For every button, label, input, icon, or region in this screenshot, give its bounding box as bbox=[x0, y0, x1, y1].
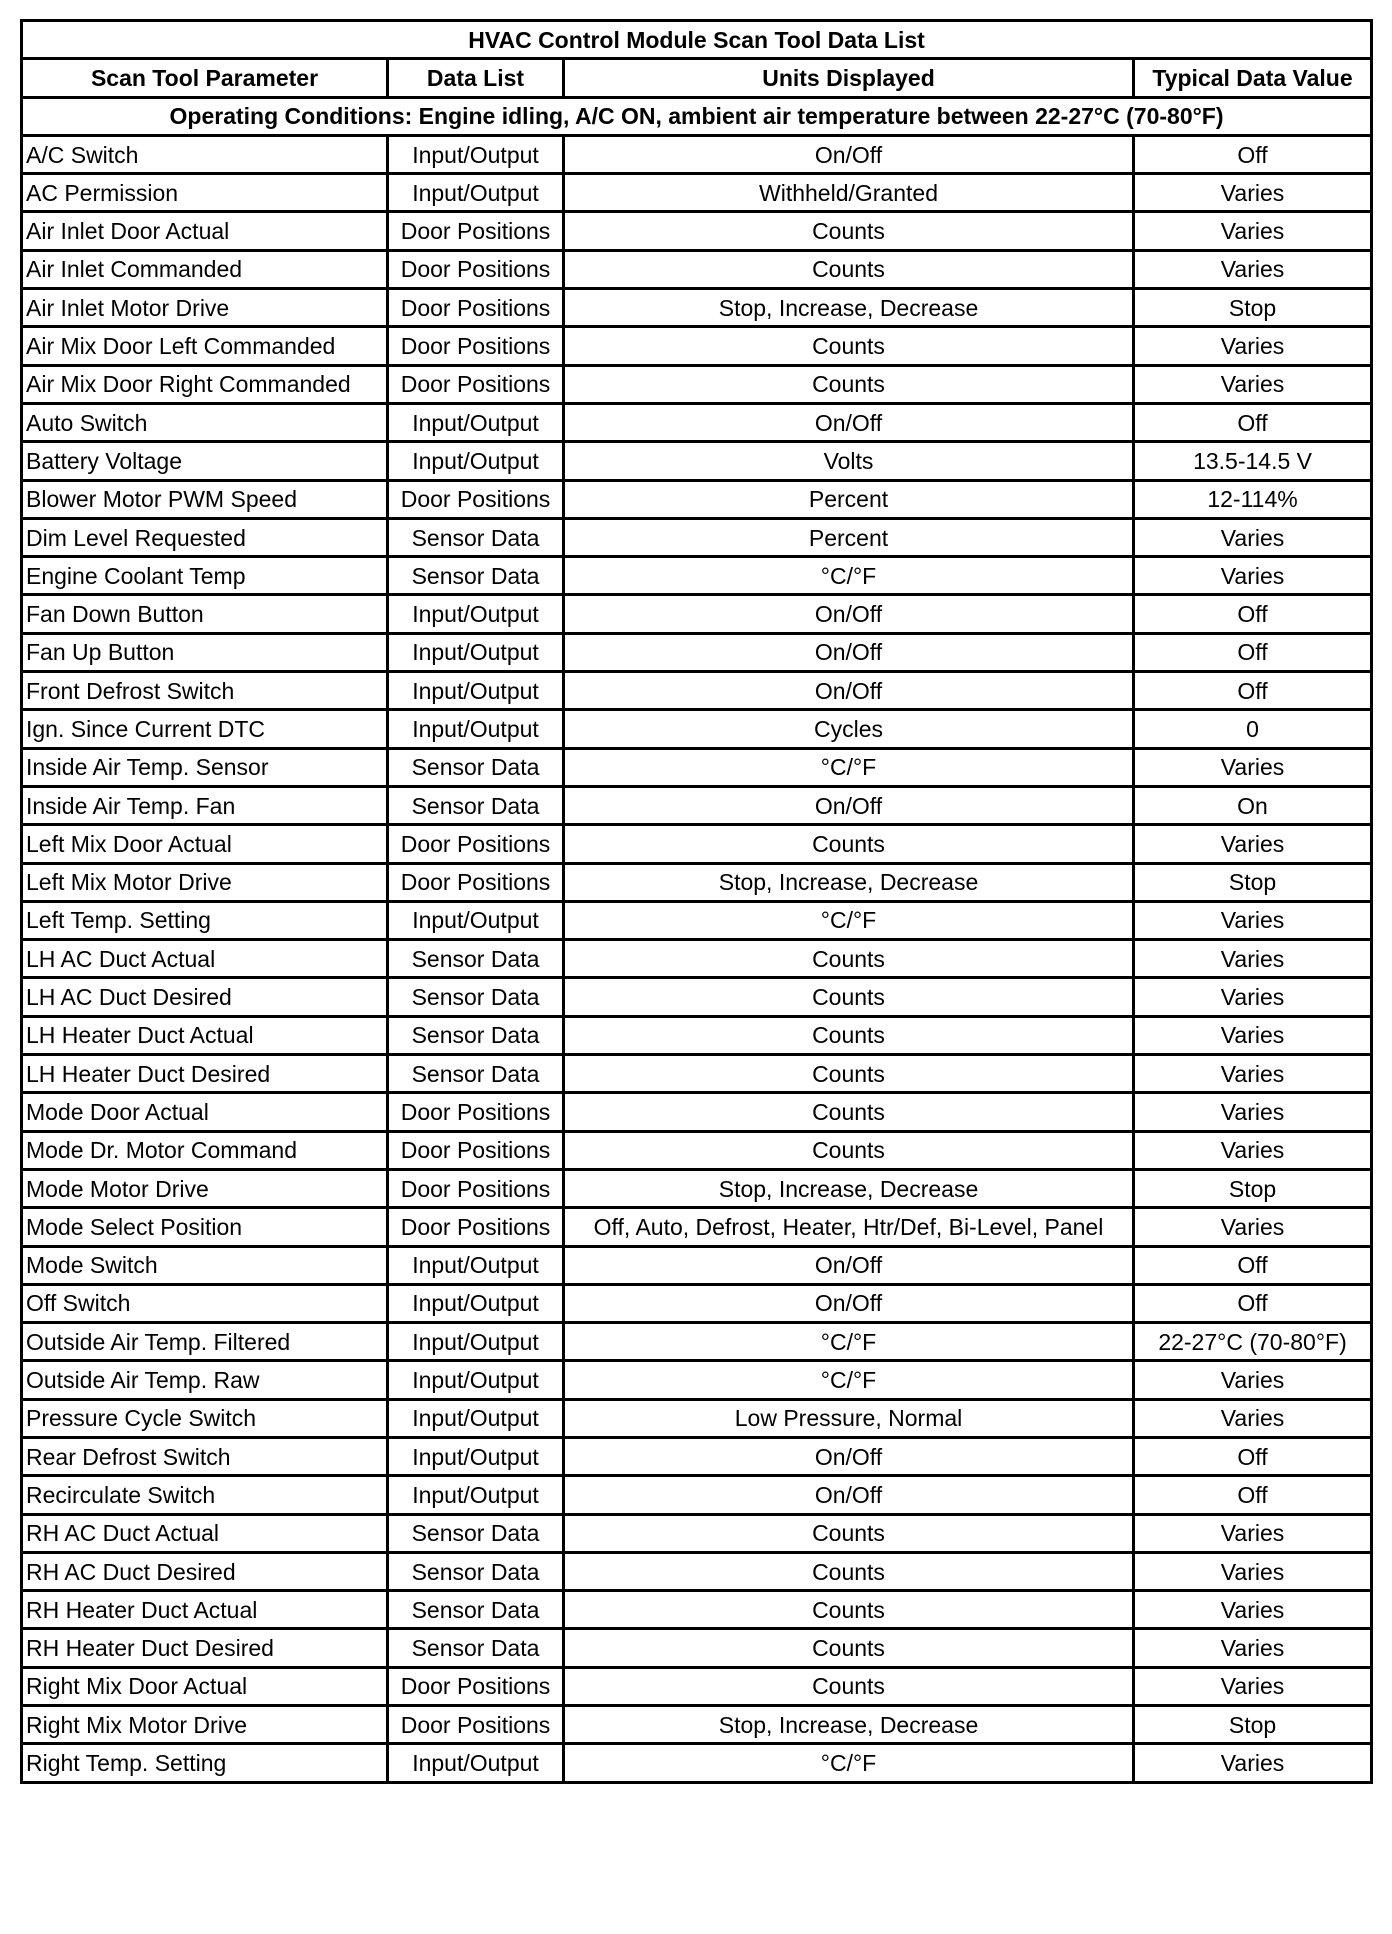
typical-value-cell: Off bbox=[1134, 1246, 1372, 1284]
data-list-cell: Door Positions bbox=[388, 1169, 564, 1207]
typical-value-cell: Varies bbox=[1134, 1514, 1372, 1552]
units-cell: Percent bbox=[564, 518, 1134, 556]
typical-value-cell: Varies bbox=[1134, 978, 1372, 1016]
table-row bbox=[22, 174, 1372, 212]
data-list-cell: Sensor Data bbox=[388, 940, 564, 978]
typical-value-cell: Varies bbox=[1134, 825, 1372, 863]
data-list-cell: Input/Output bbox=[388, 1437, 564, 1475]
data-list-cell: Sensor Data bbox=[388, 1629, 564, 1667]
parameter-cell: Ign. Since Current DTC bbox=[22, 710, 388, 748]
table-row bbox=[22, 1208, 1372, 1246]
data-list-cell: Door Positions bbox=[388, 1208, 564, 1246]
data-list-cell: Sensor Data bbox=[388, 1514, 564, 1552]
data-list-cell: Input/Output bbox=[388, 135, 564, 173]
table-row bbox=[22, 1476, 1372, 1514]
data-list-cell: Input/Output bbox=[388, 1361, 564, 1399]
typical-value-cell: Varies bbox=[1134, 1208, 1372, 1246]
typical-value-cell: Off bbox=[1134, 1476, 1372, 1514]
table-row bbox=[22, 1399, 1372, 1437]
parameter-cell: Battery Voltage bbox=[22, 442, 388, 480]
units-cell: On/Off bbox=[564, 135, 1134, 173]
parameter-cell: RH AC Duct Actual bbox=[22, 1514, 388, 1552]
typical-value-cell: Off bbox=[1134, 403, 1372, 441]
table-row bbox=[22, 863, 1372, 901]
data-list-cell: Sensor Data bbox=[388, 748, 564, 786]
typical-value-cell: Off bbox=[1134, 633, 1372, 671]
parameter-cell: Mode Door Actual bbox=[22, 1093, 388, 1131]
parameter-cell: RH AC Duct Desired bbox=[22, 1552, 388, 1590]
parameter-cell: Air Mix Door Right Commanded bbox=[22, 365, 388, 403]
table-row bbox=[22, 1169, 1372, 1207]
typical-value-cell: Varies bbox=[1134, 901, 1372, 939]
data-list-cell: Sensor Data bbox=[388, 1016, 564, 1054]
parameter-cell: Pressure Cycle Switch bbox=[22, 1399, 388, 1437]
parameter-cell: Blower Motor PWM Speed bbox=[22, 480, 388, 518]
table-body bbox=[22, 135, 1372, 1782]
table-title: HVAC Control Module Scan Tool Data List bbox=[22, 21, 1372, 59]
units-cell: Counts bbox=[564, 1131, 1134, 1169]
units-cell: Low Pressure, Normal bbox=[564, 1399, 1134, 1437]
parameter-cell: LH Heater Duct Actual bbox=[22, 1016, 388, 1054]
typical-value-cell: Varies bbox=[1134, 1591, 1372, 1629]
typical-value-cell: Varies bbox=[1134, 1131, 1372, 1169]
units-cell: On/Off bbox=[564, 1437, 1134, 1475]
table-row bbox=[22, 748, 1372, 786]
data-list-cell: Door Positions bbox=[388, 1093, 564, 1131]
parameter-cell: Right Mix Motor Drive bbox=[22, 1706, 388, 1744]
parameter-cell: Outside Air Temp. Raw bbox=[22, 1361, 388, 1399]
parameter-cell: Air Mix Door Left Commanded bbox=[22, 327, 388, 365]
data-list-cell: Door Positions bbox=[388, 365, 564, 403]
table-row bbox=[22, 518, 1372, 556]
units-cell: Counts bbox=[564, 1093, 1134, 1131]
table-row bbox=[22, 633, 1372, 671]
table-row bbox=[22, 1591, 1372, 1629]
scan-tool-data-table bbox=[20, 19, 1373, 1784]
typical-value-cell: 12-114% bbox=[1134, 480, 1372, 518]
data-list-cell: Sensor Data bbox=[388, 518, 564, 556]
units-cell: Counts bbox=[564, 250, 1134, 288]
parameter-cell: Air Inlet Commanded bbox=[22, 250, 388, 288]
units-cell: On/Off bbox=[564, 1284, 1134, 1322]
table-row bbox=[22, 1055, 1372, 1093]
table-row bbox=[22, 595, 1372, 633]
units-cell: Counts bbox=[564, 940, 1134, 978]
units-cell: On/Off bbox=[564, 403, 1134, 441]
data-list-cell: Door Positions bbox=[388, 1667, 564, 1705]
parameter-cell: Engine Coolant Temp bbox=[22, 557, 388, 595]
data-list-cell: Door Positions bbox=[388, 327, 564, 365]
typical-value-cell: Varies bbox=[1134, 212, 1372, 250]
table-row bbox=[22, 403, 1372, 441]
data-list-cell: Sensor Data bbox=[388, 1552, 564, 1590]
header-scan-tool-parameter: Scan Tool Parameter bbox=[22, 59, 388, 97]
header-row bbox=[22, 59, 1372, 97]
operating-conditions: Operating Conditions: Engine idling, A/C ON, ambient air temperature between 22-27°C (70-80°F) bbox=[22, 97, 1372, 135]
table-row bbox=[22, 1016, 1372, 1054]
parameter-cell: Dim Level Requested bbox=[22, 518, 388, 556]
units-cell: Off, Auto, Defrost, Heater, Htr/Def, Bi-Level, Panel bbox=[564, 1208, 1134, 1246]
table-row bbox=[22, 901, 1372, 939]
data-list-cell: Sensor Data bbox=[388, 557, 564, 595]
parameter-cell: Mode Select Position bbox=[22, 1208, 388, 1246]
header-typical-data-value: Typical Data Value bbox=[1134, 59, 1372, 97]
units-cell: Counts bbox=[564, 1514, 1134, 1552]
parameter-cell: Inside Air Temp. Sensor bbox=[22, 748, 388, 786]
table-row bbox=[22, 327, 1372, 365]
table-row bbox=[22, 672, 1372, 710]
parameter-cell: LH AC Duct Actual bbox=[22, 940, 388, 978]
data-list-cell: Input/Output bbox=[388, 1284, 564, 1322]
units-cell: Counts bbox=[564, 327, 1134, 365]
parameter-cell: Inside Air Temp. Fan bbox=[22, 786, 388, 824]
units-cell: Counts bbox=[564, 1552, 1134, 1590]
data-list-cell: Input/Output bbox=[388, 595, 564, 633]
typical-value-cell: Varies bbox=[1134, 250, 1372, 288]
data-list-cell: Door Positions bbox=[388, 863, 564, 901]
units-cell: Counts bbox=[564, 1667, 1134, 1705]
table-row bbox=[22, 940, 1372, 978]
data-list-cell: Input/Output bbox=[388, 1476, 564, 1514]
table-row bbox=[22, 1514, 1372, 1552]
table-row bbox=[22, 250, 1372, 288]
typical-value-cell: Stop bbox=[1134, 1706, 1372, 1744]
typical-value-cell: Varies bbox=[1134, 365, 1372, 403]
parameter-cell: Outside Air Temp. Filtered bbox=[22, 1323, 388, 1361]
units-cell: °C/°F bbox=[564, 1361, 1134, 1399]
data-list-cell: Door Positions bbox=[388, 289, 564, 327]
data-list-cell: Input/Output bbox=[388, 1744, 564, 1782]
units-cell: °C/°F bbox=[564, 557, 1134, 595]
table-row bbox=[22, 1667, 1372, 1705]
data-list-cell: Input/Output bbox=[388, 901, 564, 939]
data-list-cell: Input/Output bbox=[388, 174, 564, 212]
parameter-cell: Left Temp. Setting bbox=[22, 901, 388, 939]
parameter-cell: A/C Switch bbox=[22, 135, 388, 173]
units-cell: Counts bbox=[564, 1629, 1134, 1667]
parameter-cell: Air Inlet Motor Drive bbox=[22, 289, 388, 327]
data-list-cell: Door Positions bbox=[388, 480, 564, 518]
scan-tool-data-sheet bbox=[20, 19, 1370, 1784]
units-cell: On/Off bbox=[564, 633, 1134, 671]
table-row bbox=[22, 212, 1372, 250]
units-cell: Counts bbox=[564, 1591, 1134, 1629]
table-row bbox=[22, 1093, 1372, 1131]
parameter-cell: Mode Switch bbox=[22, 1246, 388, 1284]
table-row bbox=[22, 825, 1372, 863]
typical-value-cell: Varies bbox=[1134, 940, 1372, 978]
table-row bbox=[22, 480, 1372, 518]
units-cell: Counts bbox=[564, 825, 1134, 863]
typical-value-cell: Varies bbox=[1134, 1016, 1372, 1054]
data-list-cell: Input/Output bbox=[388, 403, 564, 441]
parameter-cell: Recirculate Switch bbox=[22, 1476, 388, 1514]
parameter-cell: Right Mix Door Actual bbox=[22, 1667, 388, 1705]
typical-value-cell: 22-27°C (70-80°F) bbox=[1134, 1323, 1372, 1361]
data-list-cell: Door Positions bbox=[388, 212, 564, 250]
parameter-cell: Front Defrost Switch bbox=[22, 672, 388, 710]
table-row bbox=[22, 1323, 1372, 1361]
data-list-cell: Door Positions bbox=[388, 1131, 564, 1169]
typical-value-cell: Varies bbox=[1134, 1093, 1372, 1131]
parameter-cell: Mode Dr. Motor Command bbox=[22, 1131, 388, 1169]
typical-value-cell: Off bbox=[1134, 595, 1372, 633]
typical-value-cell: Varies bbox=[1134, 327, 1372, 365]
typical-value-cell: Varies bbox=[1134, 1055, 1372, 1093]
table-row bbox=[22, 1361, 1372, 1399]
parameter-cell: Mode Motor Drive bbox=[22, 1169, 388, 1207]
units-cell: On/Off bbox=[564, 1246, 1134, 1284]
typical-value-cell: 13.5-14.5 V bbox=[1134, 442, 1372, 480]
typical-value-cell: Off bbox=[1134, 1437, 1372, 1475]
units-cell: °C/°F bbox=[564, 748, 1134, 786]
typical-value-cell: Varies bbox=[1134, 1552, 1372, 1590]
units-cell: Stop, Increase, Decrease bbox=[564, 1169, 1134, 1207]
parameter-cell: Rear Defrost Switch bbox=[22, 1437, 388, 1475]
data-list-cell: Input/Output bbox=[388, 633, 564, 671]
table-row bbox=[22, 1246, 1372, 1284]
typical-value-cell: Varies bbox=[1134, 518, 1372, 556]
table-row bbox=[22, 557, 1372, 595]
typical-value-cell: Off bbox=[1134, 672, 1372, 710]
units-cell: Withheld/Granted bbox=[564, 174, 1134, 212]
data-list-cell: Input/Output bbox=[388, 442, 564, 480]
typical-value-cell: Stop bbox=[1134, 1169, 1372, 1207]
parameter-cell: RH Heater Duct Desired bbox=[22, 1629, 388, 1667]
units-cell: °C/°F bbox=[564, 901, 1134, 939]
typical-value-cell: Varies bbox=[1134, 1667, 1372, 1705]
table-row bbox=[22, 1437, 1372, 1475]
table-row bbox=[22, 1131, 1372, 1169]
units-cell: Counts bbox=[564, 212, 1134, 250]
parameter-cell: AC Permission bbox=[22, 174, 388, 212]
parameter-cell: Fan Down Button bbox=[22, 595, 388, 633]
units-cell: Percent bbox=[564, 480, 1134, 518]
data-list-cell: Sensor Data bbox=[388, 786, 564, 824]
table-row bbox=[22, 442, 1372, 480]
parameter-cell: Fan Up Button bbox=[22, 633, 388, 671]
typical-value-cell: 0 bbox=[1134, 710, 1372, 748]
units-cell: °C/°F bbox=[564, 1744, 1134, 1782]
data-list-cell: Input/Output bbox=[388, 1246, 564, 1284]
units-cell: On/Off bbox=[564, 1476, 1134, 1514]
operating-conditions-row bbox=[22, 97, 1372, 135]
header-units-displayed: Units Displayed bbox=[564, 59, 1134, 97]
table-row bbox=[22, 1706, 1372, 1744]
table-row bbox=[22, 365, 1372, 403]
table-row bbox=[22, 1284, 1372, 1322]
units-cell: On/Off bbox=[564, 672, 1134, 710]
parameter-cell: Off Switch bbox=[22, 1284, 388, 1322]
units-cell: Counts bbox=[564, 1016, 1134, 1054]
data-list-cell: Input/Output bbox=[388, 672, 564, 710]
header-data-list: Data List bbox=[388, 59, 564, 97]
typical-value-cell: Varies bbox=[1134, 1399, 1372, 1437]
typical-value-cell: Varies bbox=[1134, 748, 1372, 786]
data-list-cell: Input/Output bbox=[388, 1323, 564, 1361]
table-row bbox=[22, 978, 1372, 1016]
parameter-cell: RH Heater Duct Actual bbox=[22, 1591, 388, 1629]
units-cell: Counts bbox=[564, 978, 1134, 1016]
data-list-cell: Sensor Data bbox=[388, 1591, 564, 1629]
typical-value-cell: Varies bbox=[1134, 557, 1372, 595]
typical-value-cell: Varies bbox=[1134, 1744, 1372, 1782]
data-list-cell: Door Positions bbox=[388, 250, 564, 288]
table-row bbox=[22, 1629, 1372, 1667]
units-cell: Stop, Increase, Decrease bbox=[564, 1706, 1134, 1744]
typical-value-cell: Off bbox=[1134, 135, 1372, 173]
parameter-cell: Right Temp. Setting bbox=[22, 1744, 388, 1782]
table-row bbox=[22, 710, 1372, 748]
table-row bbox=[22, 135, 1372, 173]
data-list-cell: Input/Output bbox=[388, 1399, 564, 1437]
table-row bbox=[22, 289, 1372, 327]
units-cell: °C/°F bbox=[564, 1323, 1134, 1361]
units-cell: Cycles bbox=[564, 710, 1134, 748]
parameter-cell: LH Heater Duct Desired bbox=[22, 1055, 388, 1093]
data-list-cell: Input/Output bbox=[388, 710, 564, 748]
units-cell: Counts bbox=[564, 1055, 1134, 1093]
data-list-cell: Sensor Data bbox=[388, 1055, 564, 1093]
units-cell: On/Off bbox=[564, 595, 1134, 633]
parameter-cell: Left Mix Door Actual bbox=[22, 825, 388, 863]
units-cell: Stop, Increase, Decrease bbox=[564, 289, 1134, 327]
typical-value-cell: Varies bbox=[1134, 1629, 1372, 1667]
parameter-cell: Air Inlet Door Actual bbox=[22, 212, 388, 250]
title-row bbox=[22, 21, 1372, 59]
typical-value-cell: Varies bbox=[1134, 174, 1372, 212]
parameter-cell: Auto Switch bbox=[22, 403, 388, 441]
units-cell: Counts bbox=[564, 365, 1134, 403]
parameter-cell: Left Mix Motor Drive bbox=[22, 863, 388, 901]
data-list-cell: Door Positions bbox=[388, 825, 564, 863]
table-row bbox=[22, 786, 1372, 824]
units-cell: Stop, Increase, Decrease bbox=[564, 863, 1134, 901]
units-cell: Volts bbox=[564, 442, 1134, 480]
typical-value-cell: Off bbox=[1134, 1284, 1372, 1322]
parameter-cell: LH AC Duct Desired bbox=[22, 978, 388, 1016]
typical-value-cell: Stop bbox=[1134, 863, 1372, 901]
units-cell: On/Off bbox=[564, 786, 1134, 824]
typical-value-cell: On bbox=[1134, 786, 1372, 824]
table-row bbox=[22, 1552, 1372, 1590]
typical-value-cell: Varies bbox=[1134, 1361, 1372, 1399]
data-list-cell: Sensor Data bbox=[388, 978, 564, 1016]
table-row bbox=[22, 1744, 1372, 1782]
typical-value-cell: Stop bbox=[1134, 289, 1372, 327]
data-list-cell: Door Positions bbox=[388, 1706, 564, 1744]
